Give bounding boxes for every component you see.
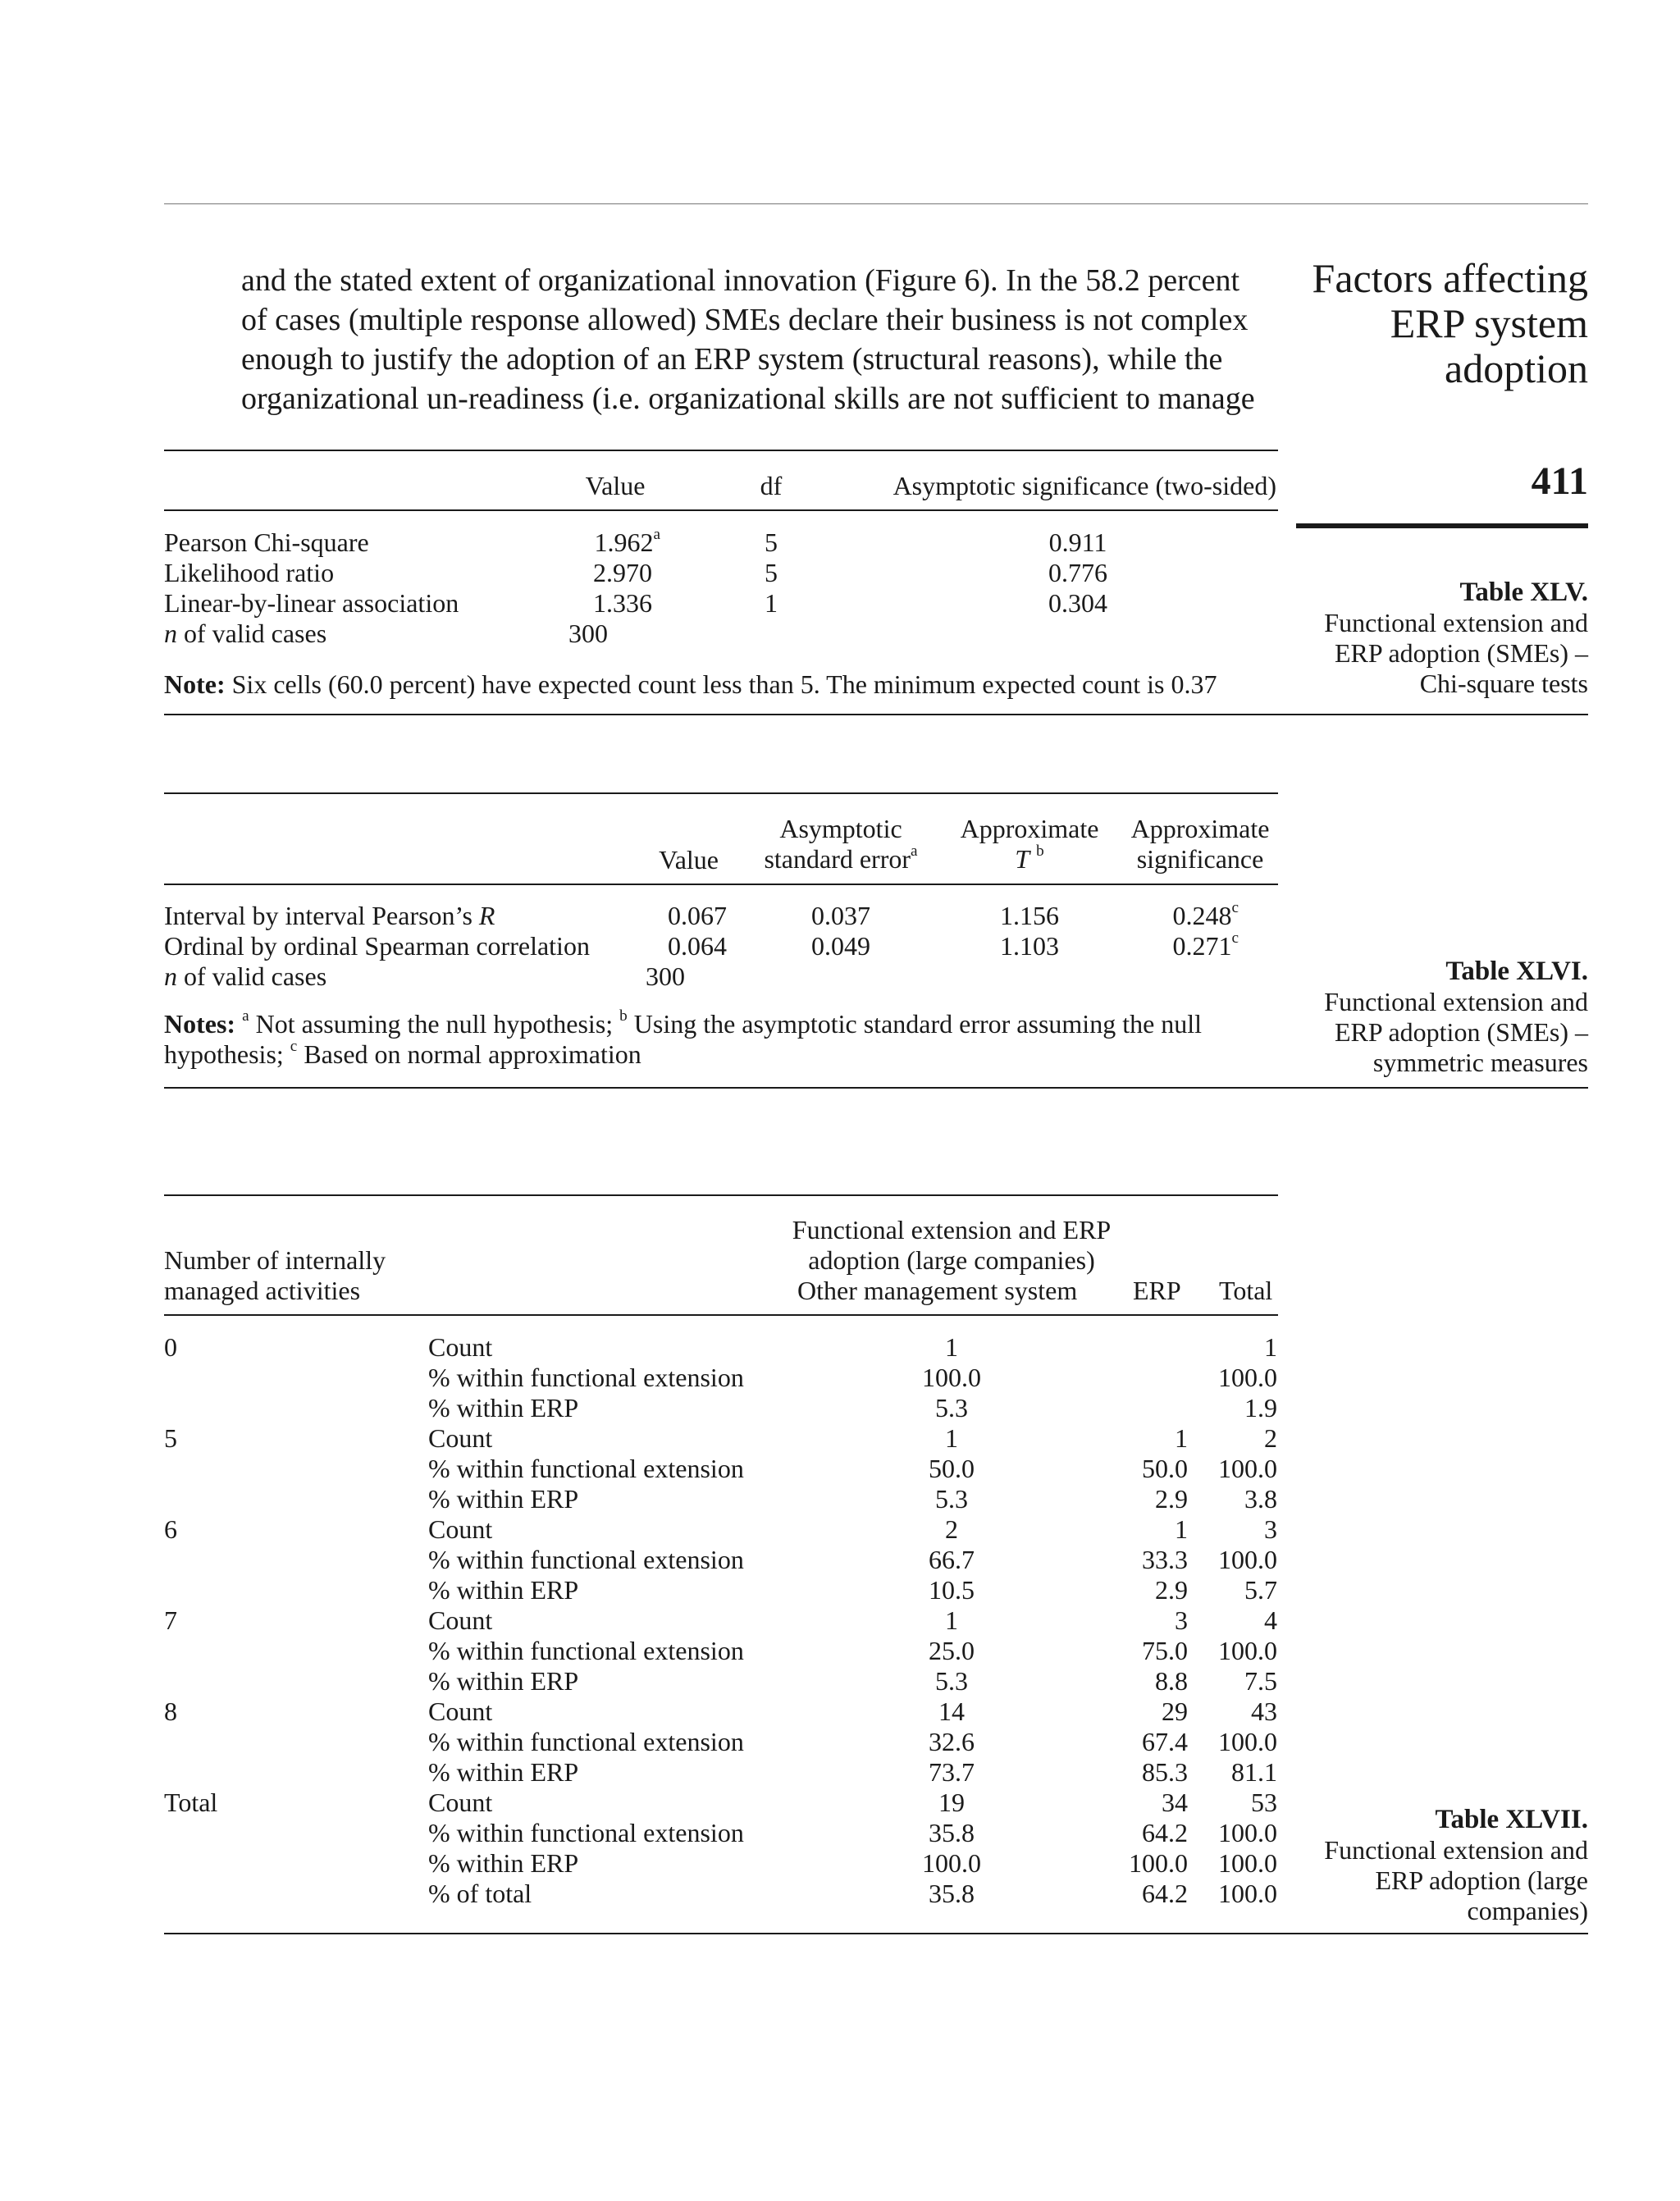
note-line <box>164 1039 1202 1070</box>
caption-label: Table XLVII. <box>1435 1805 1588 1834</box>
value-cell <box>525 527 660 558</box>
total-cell: 53 <box>1251 1788 1277 1817</box>
col-header-sig: Asymptotic significance (two-sided) <box>892 471 1276 500</box>
footnote-marker: b <box>1036 842 1044 861</box>
measure-cell: % within functional extension <box>428 1727 744 1756</box>
total-cell: 3.8 <box>1244 1484 1277 1514</box>
footnote-marker: c <box>1231 929 1239 948</box>
value-cell: 300 <box>568 619 608 648</box>
n-label-text: of valid cases <box>177 619 327 648</box>
header-line: Asymptotic <box>779 814 902 843</box>
row-label: Likelihood ratio <box>164 558 335 587</box>
caption-line: symmetric measures <box>1372 1048 1588 1077</box>
page-number: 411 <box>1531 459 1588 503</box>
note-text: hypothesis; <box>164 1039 290 1069</box>
other-cell: 1 <box>945 1605 958 1635</box>
header-line: Number of internally <box>164 1245 386 1275</box>
erp-cell: 50.0 <box>1142 1454 1188 1483</box>
caption-line: Chi-square tests <box>1419 669 1588 698</box>
top-rule <box>164 203 1588 204</box>
measure-cell: % within functional extension <box>428 1545 744 1574</box>
col-header-total: Total <box>1219 1276 1273 1305</box>
total-cell: 81.1 <box>1231 1757 1277 1787</box>
sig-cell: 0.776 <box>1048 558 1107 587</box>
group-header <box>771 1215 1132 1276</box>
row-label <box>164 619 326 649</box>
caption-label: Table XLV. <box>1459 578 1588 607</box>
row-label-italic: R <box>478 901 495 930</box>
total-cell: 100.0 <box>1218 1848 1277 1878</box>
row-label <box>164 931 590 961</box>
note-text: Based on normal approximation <box>297 1039 641 1069</box>
header-line: Functional extension and ERP <box>792 1215 1112 1244</box>
erp-cell: 8.8 <box>1155 1666 1188 1696</box>
erp-cell: 100.0 <box>1129 1848 1188 1878</box>
footnote-marker: b <box>619 1007 628 1025</box>
other-cell: 5.3 <box>935 1666 968 1696</box>
other-cell: 5.3 <box>935 1393 968 1422</box>
header-line: adoption (large companies) <box>808 1245 1095 1275</box>
other-cell: 73.7 <box>929 1757 975 1787</box>
erp-cell: 1 <box>1175 1423 1188 1453</box>
total-cell: 43 <box>1251 1696 1277 1726</box>
total-cell: 100.0 <box>1218 1636 1277 1665</box>
table-note <box>164 1009 1202 1070</box>
table-rule <box>164 884 1278 885</box>
sig-text: 0.248 <box>1172 901 1232 930</box>
caption-label: Table XLVI. <box>1445 957 1588 986</box>
other-cell: 1 <box>945 1332 958 1362</box>
measure-cell: % of total <box>428 1879 532 1908</box>
measure-cell: % within ERP <box>428 1575 579 1605</box>
table-rule <box>164 450 1278 451</box>
col-header-other: Other management system <box>797 1276 1078 1305</box>
caption-line: ERP adoption (SMEs) – <box>1334 638 1588 668</box>
measure-cell: Count <box>428 1514 493 1544</box>
df-cell: 1 <box>765 588 778 618</box>
other-cell: 25.0 <box>929 1636 975 1665</box>
caption-line: Functional extension and <box>1324 987 1588 1016</box>
measure-cell: % within functional extension <box>428 1818 744 1847</box>
col-header-sig <box>1124 814 1276 874</box>
note-line <box>164 1009 1202 1039</box>
sig-cell <box>1124 931 1239 961</box>
header-text: standard error <box>764 844 911 874</box>
measure-cell: Count <box>428 1788 493 1817</box>
erp-cell: 3 <box>1175 1605 1188 1635</box>
header-line: Approximate <box>960 814 1099 843</box>
other-cell: 14 <box>938 1696 965 1726</box>
caption-line: Functional extension and <box>1324 608 1588 637</box>
erp-cell: 2.9 <box>1155 1484 1188 1514</box>
total-cell: 4 <box>1264 1605 1277 1635</box>
measure-cell: % within functional extension <box>428 1454 744 1483</box>
body-line: of cases (multiple response allowed) SMEs declare their business is not complex <box>241 303 1249 337</box>
erp-cell: 34 <box>1162 1788 1188 1817</box>
n-symbol: n <box>164 619 177 648</box>
total-cell: 100.0 <box>1218 1818 1277 1847</box>
erp-cell: 75.0 <box>1142 1636 1188 1665</box>
ase-cell: 0.049 <box>811 931 870 961</box>
table-rule <box>164 1087 1588 1089</box>
table-caption <box>1280 578 1588 699</box>
note-label: Note: <box>164 669 226 699</box>
body-paragraph <box>241 261 1278 418</box>
value-cell: 0.067 <box>668 901 727 930</box>
col-header-value: Value <box>585 471 646 500</box>
table-rule <box>164 792 1278 794</box>
erp-cell: 64.2 <box>1142 1818 1188 1847</box>
measure-cell: % within ERP <box>428 1848 579 1878</box>
other-cell: 2 <box>945 1514 958 1544</box>
header-line: managed activities <box>164 1276 361 1305</box>
measure-cell: % within ERP <box>428 1393 579 1422</box>
group-cell: 6 <box>164 1514 177 1544</box>
header-line: Approximate <box>1130 814 1270 843</box>
other-cell: 32.6 <box>929 1727 975 1756</box>
total-cell: 2 <box>1264 1423 1277 1453</box>
group-cell: 5 <box>164 1423 177 1453</box>
total-cell: 7.5 <box>1244 1666 1277 1696</box>
erp-cell: 2.9 <box>1155 1575 1188 1605</box>
table-caption <box>1280 1805 1588 1926</box>
erp-cell: 64.2 <box>1142 1879 1188 1908</box>
body-line: and the stated extent of organizational innovation (Figure 6). In the 58.2 percent <box>241 263 1240 298</box>
note-label: Notes: <box>164 1009 236 1039</box>
measure-cell: Count <box>428 1423 493 1453</box>
measure-cell: Count <box>428 1332 493 1362</box>
col-header-df: df <box>760 471 783 500</box>
n-label-text: of valid cases <box>177 961 327 991</box>
total-cell: 3 <box>1264 1514 1277 1544</box>
row-label <box>164 901 495 931</box>
header-line <box>952 844 1107 874</box>
value-cell: 0.064 <box>668 931 727 961</box>
caption-line: companies) <box>1467 1896 1588 1925</box>
running-head-line: adoption <box>1445 345 1588 391</box>
value-text: 1.962 <box>594 527 654 557</box>
value-cell <box>525 558 652 588</box>
measure-cell: Count <box>428 1605 493 1635</box>
total-cell: 100.0 <box>1218 1363 1277 1392</box>
note-text: Using the asymptotic standard error assuming the null <box>627 1009 1203 1039</box>
running-head-line: Factors affecting <box>1312 255 1588 301</box>
value-cell <box>525 588 652 619</box>
erp-cell: 1 <box>1175 1514 1188 1544</box>
table-rule <box>164 714 1588 715</box>
total-cell: 1 <box>1264 1332 1277 1362</box>
erp-cell: 29 <box>1162 1696 1188 1726</box>
value-text: 2.970 <box>593 558 652 587</box>
row-label-text: Interval by interval Pearson’s <box>164 901 479 930</box>
measure-cell: Count <box>428 1696 493 1726</box>
df-cell: 5 <box>765 558 778 587</box>
col-header-value: Value <box>659 845 719 874</box>
value-cell: 300 <box>646 961 685 991</box>
other-cell: 19 <box>938 1788 965 1817</box>
group-cell: 8 <box>164 1696 177 1726</box>
other-cell: 50.0 <box>929 1454 975 1483</box>
measure-cell: % within ERP <box>428 1666 579 1696</box>
body-line: enough to justify the adoption of an ERP system (structural reasons), while the <box>241 342 1223 377</box>
sig-text: 0.271 <box>1172 931 1232 961</box>
running-head-line: ERP system <box>1390 300 1588 346</box>
other-cell: 66.7 <box>929 1545 975 1574</box>
erp-cell: 85.3 <box>1142 1757 1188 1787</box>
row-header <box>164 1245 386 1306</box>
caption-line: Functional extension and <box>1324 1835 1588 1865</box>
total-cell: 100.0 <box>1218 1727 1277 1756</box>
col-header-t <box>952 814 1107 874</box>
measure-cell: % within functional extension <box>428 1636 744 1665</box>
col-header-ase <box>742 814 939 874</box>
n-symbol: n <box>164 961 177 991</box>
total-cell: 100.0 <box>1218 1454 1277 1483</box>
footnote-marker: c <box>1231 899 1239 917</box>
other-cell: 100.0 <box>922 1363 981 1392</box>
t-cell: 1.156 <box>1000 901 1059 930</box>
footnote-marker: a <box>911 842 918 861</box>
other-cell: 10.5 <box>929 1575 975 1605</box>
sig-cell: 0.304 <box>1048 588 1107 618</box>
total-cell: 5.7 <box>1244 1575 1277 1605</box>
other-cell: 35.8 <box>929 1818 975 1847</box>
other-cell: 100.0 <box>922 1848 981 1878</box>
header-line <box>742 844 939 874</box>
col-header-erp: ERP <box>1133 1276 1181 1305</box>
header-line: significance <box>1136 844 1264 874</box>
row-label <box>164 961 326 992</box>
footnote-marker: c <box>290 1038 298 1056</box>
table-rule <box>164 509 1278 511</box>
other-cell: 1 <box>945 1423 958 1453</box>
erp-cell: 67.4 <box>1142 1727 1188 1756</box>
row-label: Linear-by-linear association <box>164 588 459 618</box>
group-cell: 7 <box>164 1605 177 1635</box>
sig-cell <box>1124 901 1239 931</box>
measure-cell: % within ERP <box>428 1757 579 1787</box>
page-number-rule <box>1296 523 1588 528</box>
t-cell: 1.103 <box>1000 931 1059 961</box>
df-cell: 5 <box>765 527 778 557</box>
caption-line: ERP adoption (SMEs) – <box>1334 1017 1588 1047</box>
running-head-title <box>1280 256 1588 391</box>
ase-cell: 0.037 <box>811 901 870 930</box>
note-text: Not assuming the null hypothesis; <box>249 1009 620 1039</box>
measure-cell: % within functional extension <box>428 1363 744 1392</box>
footnote-marker: a <box>653 526 660 544</box>
note-text: Six cells (60.0 percent) have expected count less than 5. The minimum expected count is 0.37 <box>225 669 1217 699</box>
total-cell: 100.0 <box>1218 1879 1277 1908</box>
total-cell: 1.9 <box>1244 1393 1277 1422</box>
table-note <box>164 669 1217 700</box>
sig-cell: 0.911 <box>1048 527 1107 557</box>
row-label-text: Ordinal by ordinal Spearman correlation <box>164 931 590 961</box>
table-caption <box>1280 957 1588 1078</box>
caption-line: ERP adoption (large <box>1375 1865 1588 1895</box>
value-text: 1.336 <box>593 588 652 618</box>
other-cell: 35.8 <box>929 1879 975 1908</box>
header-text: T <box>1015 844 1030 874</box>
other-cell: 5.3 <box>935 1484 968 1514</box>
row-label: Pearson Chi-square <box>164 527 369 557</box>
group-cell: 0 <box>164 1332 177 1362</box>
body-line: organizational un-readiness (i.e. organizational skills are not sufficient to manage <box>241 381 1255 416</box>
footnote-marker: a <box>242 1007 249 1025</box>
table-rule <box>164 1314 1278 1316</box>
erp-cell: 33.3 <box>1142 1545 1188 1574</box>
table-rule <box>164 1194 1278 1196</box>
total-cell: 100.0 <box>1218 1545 1277 1574</box>
measure-cell: % within ERP <box>428 1484 579 1514</box>
table-rule <box>164 1933 1588 1934</box>
group-cell: Total <box>164 1788 218 1817</box>
